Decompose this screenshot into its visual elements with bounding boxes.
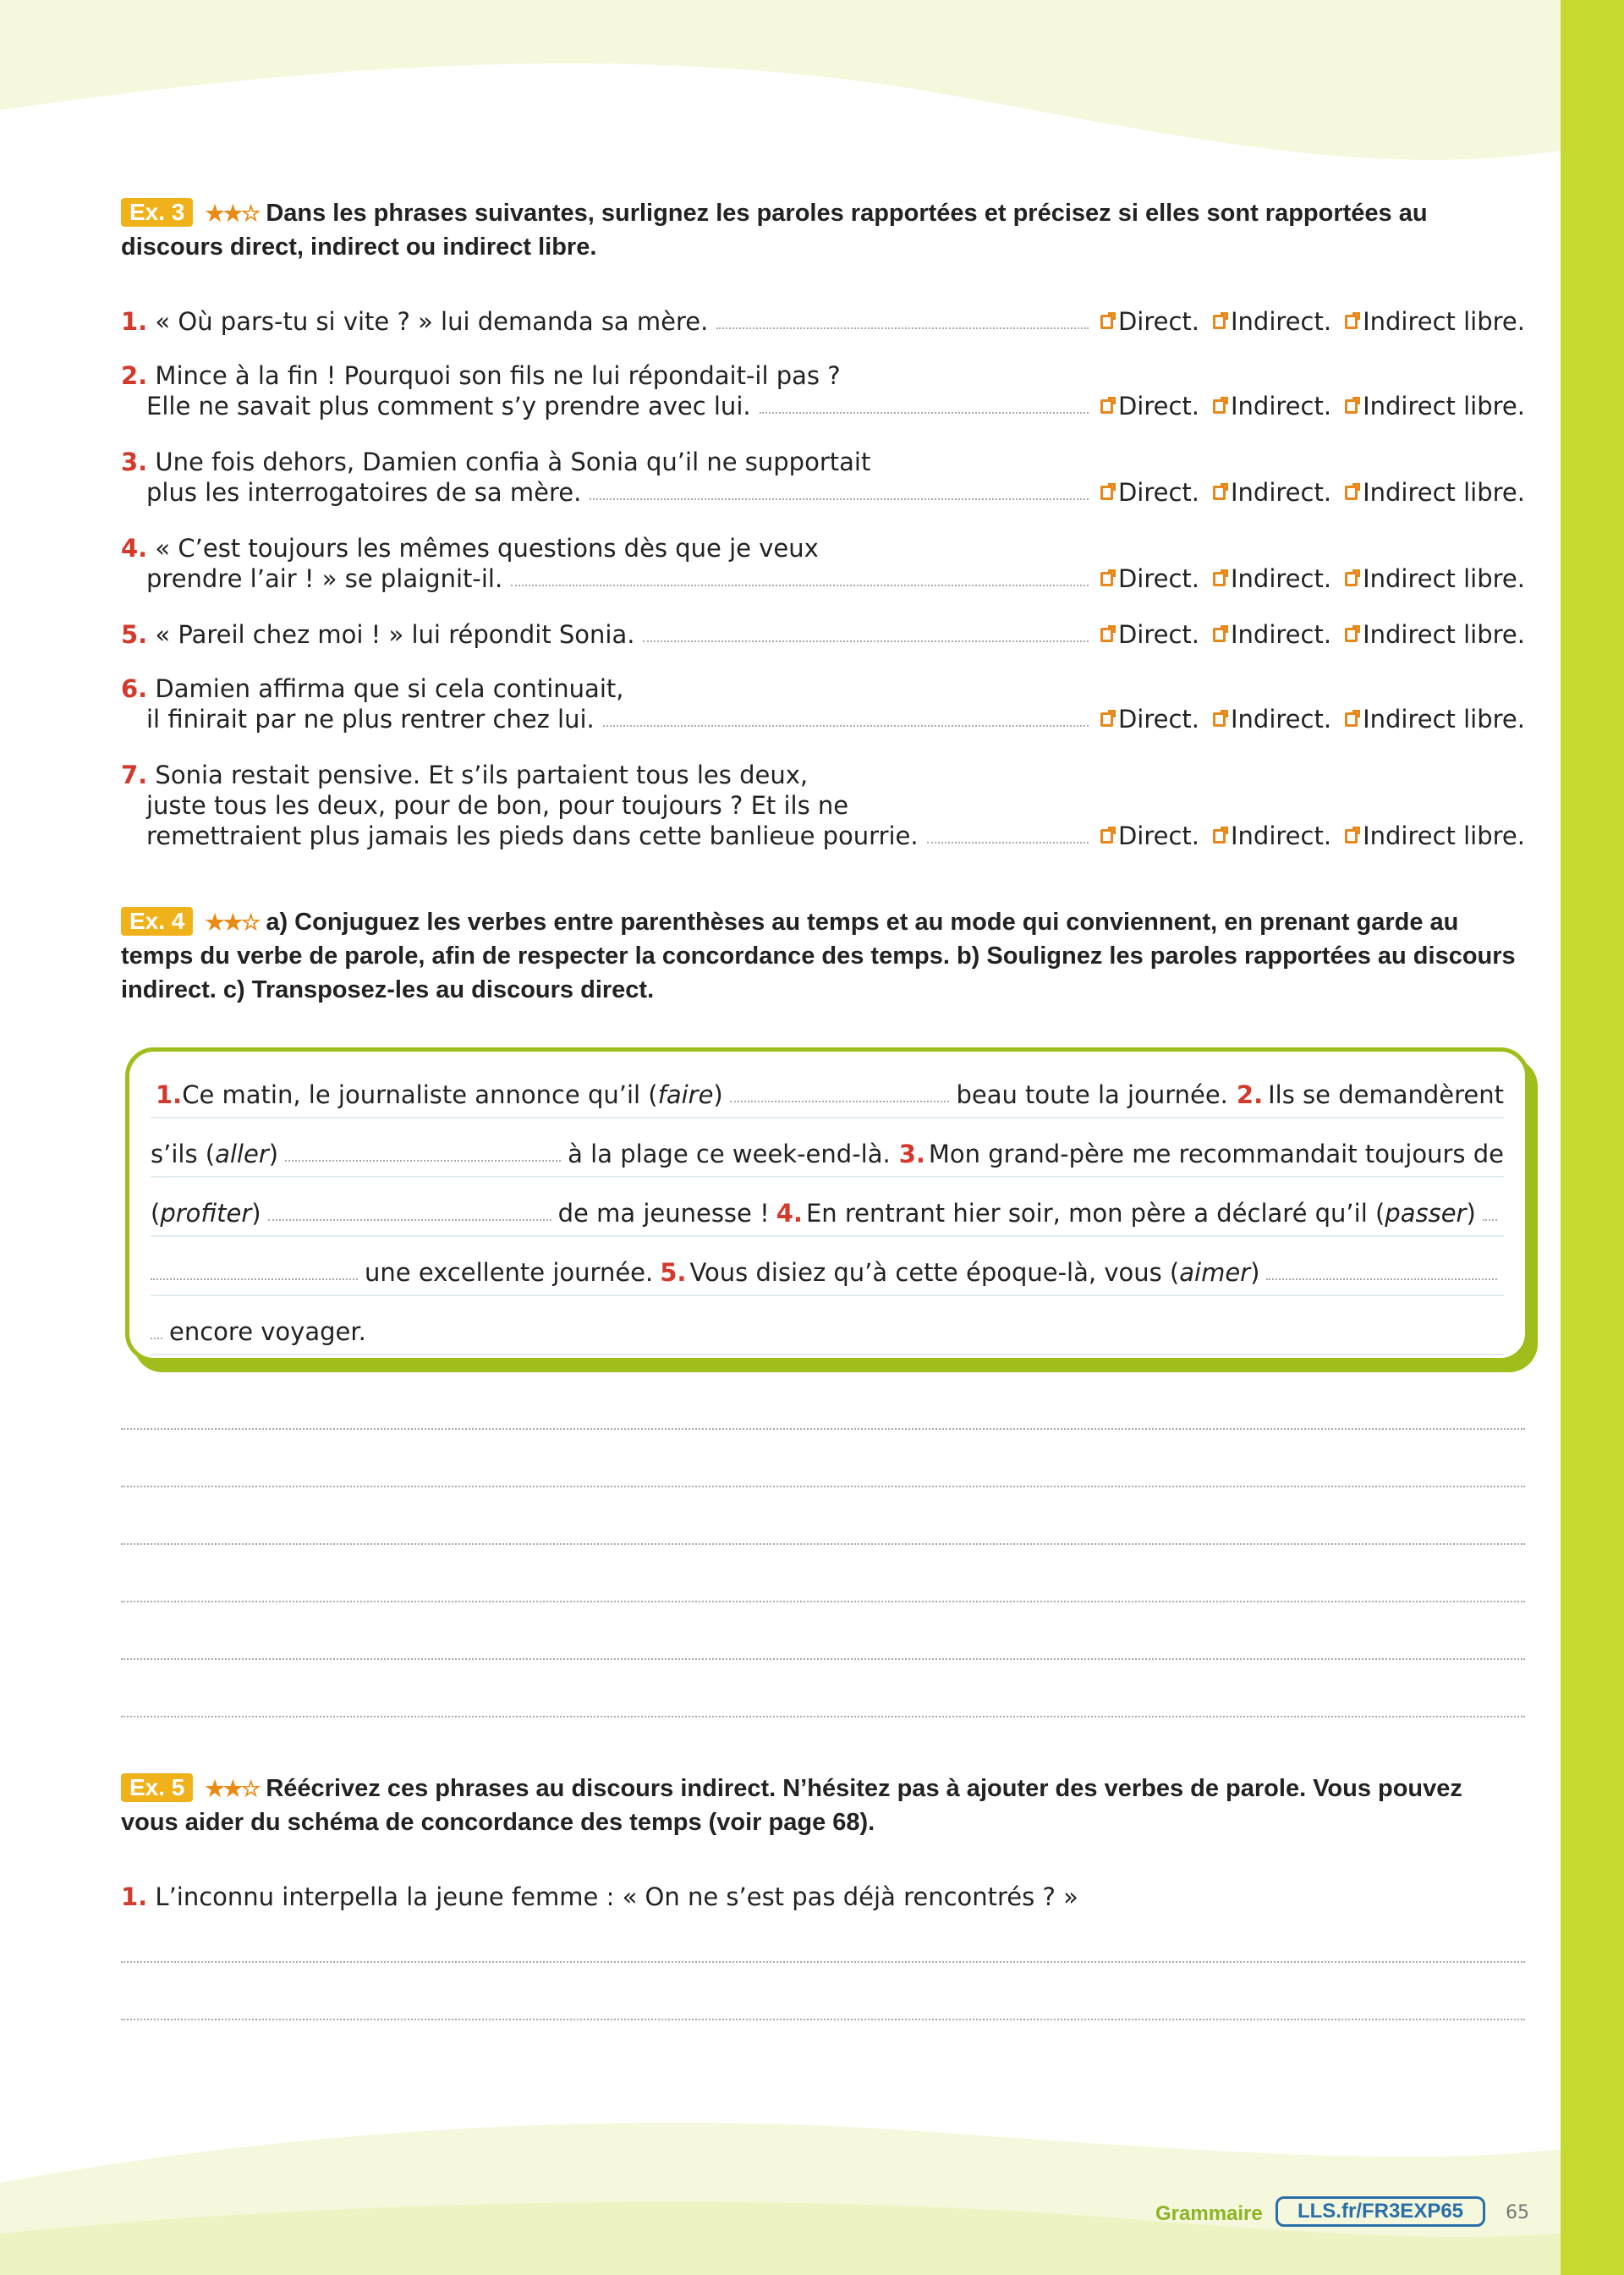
- item-text: « C’est toujours les mêmes questions dès que je veux: [155, 534, 819, 563]
- checkbox-icon[interactable]: [1345, 315, 1358, 329]
- item-number: 4.: [776, 1199, 803, 1228]
- ex4-text-frame: 1. Ce matin, le journaliste annonce qu’il ( faire ) beau toute la journée. 2. Ils se demandèrent s’ils ( aller ) à la plage ce week-end-là. 3. Mon grand-père me recommandait toujours de ( profiter ) de ma jeunesse ! 4. En rentrant hier soir, mon père a déclaré qu’il ( passer ) une excellente journée. 5. Vous disiez qu’à cette époque-là, vous ( aimer ) encore voyager.: [125, 1047, 1529, 1362]
- item-number: 3.: [121, 448, 148, 476]
- checkbox-icon[interactable]: [1213, 486, 1226, 500]
- option-indirect[interactable]: Indirect.: [1213, 563, 1331, 594]
- answer-blank[interactable]: [590, 498, 1089, 500]
- option-indirect-libre[interactable]: Indirect libre.: [1345, 391, 1525, 421]
- answer-line[interactable]: [121, 1961, 1525, 1963]
- option-indirect[interactable]: Indirect.: [1213, 477, 1331, 508]
- item-number: 1.: [121, 1882, 148, 1911]
- item-number: 5.: [660, 1258, 687, 1287]
- item-number: 1.: [121, 307, 148, 336]
- option-direct[interactable]: Direct.: [1100, 477, 1199, 508]
- checkbox-icon[interactable]: [1100, 829, 1113, 844]
- checkbox-icon[interactable]: [1100, 399, 1113, 414]
- option-direct[interactable]: Direct.: [1100, 704, 1199, 734]
- ex5-header: [121, 1772, 1525, 1839]
- option-indirect[interactable]: Indirect.: [1213, 619, 1331, 650]
- ex3-header: [121, 196, 1525, 264]
- option-direct[interactable]: Direct.: [1100, 391, 1199, 421]
- item-text: Damien affirma que si cela continuait,: [155, 674, 624, 703]
- answer-line[interactable]: [121, 1543, 1525, 1545]
- answer-line[interactable]: [121, 2019, 1525, 2020]
- answer-blank[interactable]: [716, 327, 1089, 329]
- ex4-badge: Ex. 4: [121, 907, 193, 936]
- item-number: 6.: [121, 674, 148, 703]
- answer-line[interactable]: [121, 1601, 1525, 1602]
- footer-section-label: Grammaire: [1155, 2202, 1263, 2225]
- item-text: remettraient plus jamais les pieds dans cette banlieue pourrie.: [146, 822, 919, 850]
- option-indirect[interactable]: Indirect.: [1213, 704, 1331, 734]
- answer-blank[interactable]: [1483, 1219, 1497, 1221]
- checkbox-icon[interactable]: [1213, 829, 1226, 844]
- answer-blank[interactable]: [603, 725, 1089, 727]
- option-indirect-libre[interactable]: Indirect libre.: [1345, 306, 1525, 337]
- item-number: 2.: [1236, 1080, 1264, 1109]
- ex3-badge: Ex. 3: [121, 198, 193, 227]
- checkbox-icon[interactable]: [1100, 572, 1113, 586]
- answer-line[interactable]: [121, 1658, 1525, 1660]
- answer-blank[interactable]: [151, 1338, 162, 1339]
- answer-blank[interactable]: [730, 1101, 950, 1102]
- answer-blank[interactable]: [268, 1219, 551, 1221]
- ex3-item: [121, 306, 1525, 337]
- option-indirect-libre[interactable]: Indirect libre.: [1345, 563, 1525, 594]
- ex4-instruction: a) Conjuguez les verbes entre parenthèses au temps et au mode qui conviennent, en prenant garde au temps du verbe de parole, afin de respecter la concordance des temps. b) Soulignez les paroles rapportées au discours indirect. c) Transposez-les au discours direct.: [121, 909, 1516, 1003]
- answer-blank[interactable]: [760, 412, 1089, 414]
- answer-line[interactable]: [121, 1716, 1525, 1717]
- option-direct[interactable]: Direct.: [1100, 619, 1199, 650]
- option-indirect-libre[interactable]: Indirect libre.: [1345, 619, 1525, 650]
- ex5-badge: Ex. 5: [121, 1773, 193, 1802]
- item-text: Mince à la fin ! Pourquoi son fils ne lui répondait-il pas ?: [155, 361, 841, 390]
- option-direct[interactable]: Direct.: [1100, 563, 1199, 594]
- option-indirect[interactable]: Indirect.: [1213, 391, 1331, 421]
- difficulty-stars: ★★☆: [205, 1776, 260, 1801]
- ex3-item: [121, 360, 1525, 421]
- item-text: plus les interrogatoires de sa mère.: [146, 478, 582, 507]
- footer-link[interactable]: LLS.fr/FR3EXP65: [1276, 2196, 1485, 2227]
- item-text: juste tous les deux, pour de bon, pour toujours ? Et ils ne: [146, 791, 849, 820]
- item-text: « Pareil chez moi ! » lui répondit Sonia.: [155, 620, 635, 649]
- checkbox-icon[interactable]: [1100, 315, 1113, 329]
- ex3-item: [121, 533, 1525, 594]
- item-text: « Où pars-tu si vite ? » lui demanda sa mère.: [155, 307, 709, 336]
- ex3-item: [121, 619, 1525, 650]
- item-text: Une fois dehors, Damien confia à Sonia qu’il ne supportait: [155, 448, 871, 476]
- item-number: 5.: [121, 620, 148, 649]
- checkbox-icon[interactable]: [1100, 486, 1113, 500]
- answer-line[interactable]: [121, 1428, 1525, 1430]
- ex5-item: [121, 1882, 1525, 1912]
- checkbox-icon[interactable]: [1345, 399, 1358, 414]
- item-number: 7.: [121, 761, 148, 789]
- item-text: Elle ne savait plus comment s’y prendre avec lui.: [146, 392, 751, 420]
- answer-blank[interactable]: [511, 585, 1089, 586]
- checkbox-icon[interactable]: [1345, 486, 1358, 500]
- answer-blank[interactable]: [643, 640, 1088, 642]
- checkbox-icon[interactable]: [1213, 628, 1226, 642]
- checkbox-icon[interactable]: [1345, 572, 1358, 586]
- answer-blank[interactable]: [151, 1278, 358, 1280]
- item-number: 3.: [898, 1140, 925, 1168]
- item-number: 4.: [121, 534, 148, 563]
- option-indirect-libre[interactable]: Indirect libre.: [1345, 704, 1525, 734]
- option-direct[interactable]: Direct.: [1100, 821, 1199, 851]
- ex3-instruction: Dans les phrases suivantes, surlignez les paroles rapportées et précisez si elles sont rapportées au discours direct, indirect ou indirect libre.: [121, 200, 1428, 261]
- item-text: il finirait par ne plus rentrer chez lui.: [146, 705, 595, 734]
- ex3-item: [121, 673, 1525, 734]
- difficulty-stars: ★★☆: [205, 909, 260, 935]
- checkbox-icon[interactable]: [1213, 315, 1226, 329]
- ex3-item: [121, 760, 1525, 851]
- answer-blank[interactable]: [1266, 1278, 1497, 1280]
- option-indirect[interactable]: Indirect.: [1213, 306, 1331, 337]
- ex3-item: [121, 447, 1525, 508]
- checkbox-icon[interactable]: [1100, 712, 1113, 727]
- item-text: L’inconnu interpella la jeune femme : « On ne s’est pas déjà rencontrés ? »: [155, 1882, 1078, 1911]
- page-number: 65: [1506, 2202, 1529, 2223]
- answer-line[interactable]: [121, 1486, 1525, 1487]
- checkbox-icon[interactable]: [1213, 572, 1226, 586]
- option-indirect[interactable]: Indirect.: [1213, 821, 1331, 851]
- item-text: Sonia restait pensive. Et s’ils partaient tous les deux,: [155, 761, 809, 789]
- checkbox-icon[interactable]: [1345, 829, 1358, 844]
- ex4-header: [121, 905, 1525, 1007]
- checkbox-icon[interactable]: [1213, 712, 1226, 727]
- checkbox-icon[interactable]: [1100, 628, 1113, 642]
- checkbox-icon[interactable]: [1345, 712, 1358, 727]
- item-text: prendre l’air ! » se plaignit-il.: [146, 564, 503, 593]
- option-indirect-libre[interactable]: Indirect libre.: [1345, 821, 1525, 851]
- answer-blank[interactable]: [285, 1160, 561, 1162]
- item-number: 2.: [121, 361, 148, 390]
- answer-blank[interactable]: [927, 842, 1089, 844]
- checkbox-icon[interactable]: [1213, 399, 1226, 414]
- item-number: 1.: [156, 1080, 183, 1109]
- option-indirect-libre[interactable]: Indirect libre.: [1345, 477, 1525, 508]
- ex5-instruction: Réécrivez ces phrases au discours indirect. N’hésitez pas à ajouter des verbes de parole. Vous pouvez vous aider du schéma de concordance des temps (voir page 68).: [121, 1775, 1462, 1836]
- difficulty-stars: ★★☆: [205, 201, 260, 226]
- option-direct[interactable]: Direct.: [1100, 306, 1199, 337]
- checkbox-icon[interactable]: [1345, 628, 1358, 642]
